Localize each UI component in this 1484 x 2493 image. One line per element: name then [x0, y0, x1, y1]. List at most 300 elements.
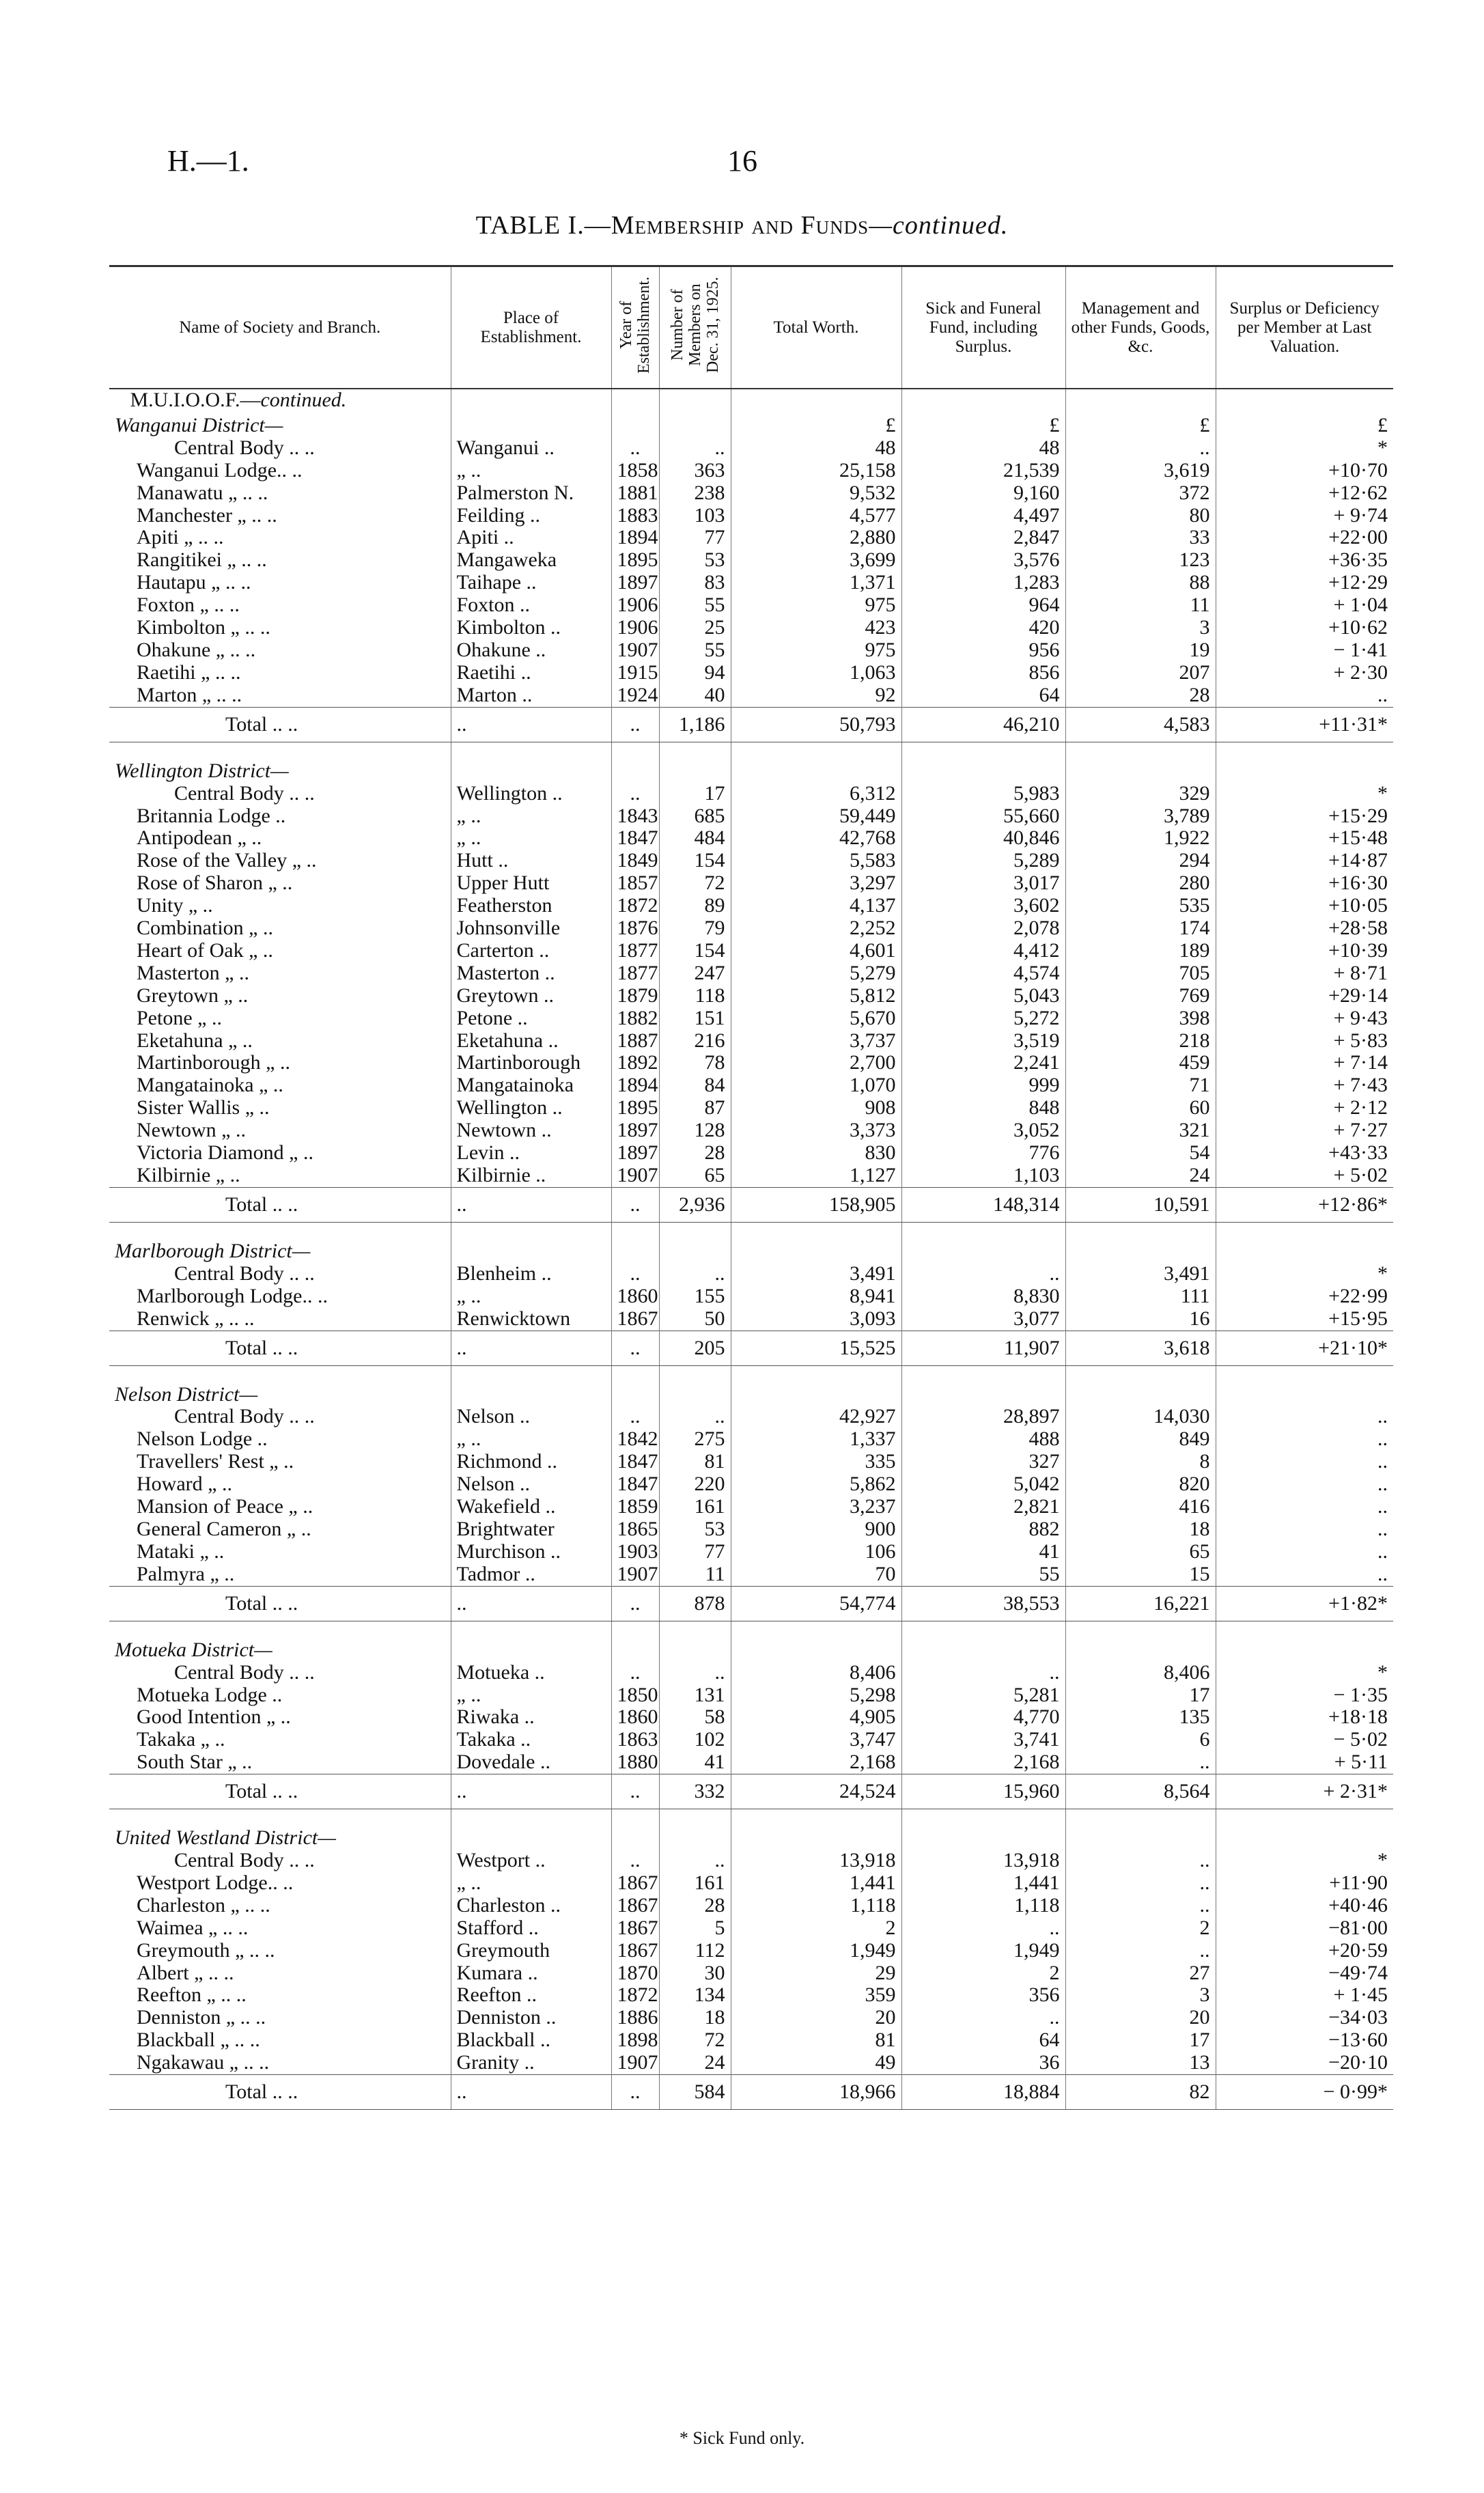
district-heading: [109, 1381, 1393, 1406]
cell-surplus: *: [1216, 437, 1393, 460]
cell-mgmt: 88: [1065, 572, 1216, 594]
cell-mgmt: ..: [1065, 1850, 1216, 1872]
col-members: Number of Members on Dec. 31, 1925.: [659, 266, 731, 389]
cell-surplus: +29·14: [1216, 985, 1393, 1007]
table-row: [109, 1872, 1393, 1895]
cell-mgmt: 80: [1065, 505, 1216, 527]
cell-year: 1907: [611, 639, 659, 662]
cell-worth: 4,601: [731, 940, 901, 962]
cell-name: Apiti „ .. ..: [137, 527, 224, 549]
cell-place: Blackball ..: [451, 2029, 611, 2052]
cell-place: Denniston ..: [451, 2007, 611, 2029]
total-year: ..: [611, 1331, 659, 1365]
cell-name: Reefton „ .. ..: [137, 1984, 247, 2007]
cell-year: 1863: [611, 1729, 659, 1751]
cell-surplus: +10·70: [1216, 460, 1393, 482]
cell-sick: 2,821: [901, 1496, 1065, 1518]
cell-mgmt: 3: [1065, 1984, 1216, 2007]
total-surplus: +12·86*: [1216, 1187, 1393, 1222]
cell-name: Central Body .. ..: [174, 1850, 315, 1872]
total-surplus: +11·31*: [1216, 707, 1393, 742]
total-place: ..: [451, 707, 611, 742]
cell-surplus: −49·74: [1216, 1962, 1393, 1985]
cell-year: 1915: [611, 662, 659, 684]
cell-surplus: ..: [1216, 1518, 1393, 1541]
cell-name: Central Body .. ..: [174, 782, 315, 805]
cell-surplus: + 7·27: [1216, 1119, 1393, 1142]
table-row: [109, 1007, 1393, 1030]
total-members: 584: [659, 2075, 731, 2110]
cell-place: Kilbirnie ..: [451, 1165, 611, 1187]
cell-year: 1907: [611, 1165, 659, 1187]
cell-place: „ ..: [451, 827, 611, 850]
cell-year: 1847: [611, 827, 659, 850]
district-name: Marlborough District—: [115, 1239, 311, 1262]
cell-year: 1894: [611, 1074, 659, 1097]
total-surplus: +1·82*: [1216, 1586, 1393, 1621]
cell-worth: 8,941: [731, 1285, 901, 1308]
district-name: Nelson District—: [115, 1382, 258, 1406]
cell-year: 1881: [611, 482, 659, 505]
cell-place: Feilding ..: [451, 505, 611, 527]
cell-surplus: +15·48: [1216, 827, 1393, 850]
cell-place: Kimbolton ..: [451, 617, 611, 639]
cell-surplus: +11·90: [1216, 1872, 1393, 1895]
cell-place: Mangatainoka: [451, 1074, 611, 1097]
cell-sick: 327: [901, 1451, 1065, 1473]
cell-place: Richmond ..: [451, 1451, 611, 1473]
cell-sick: ..: [901, 1662, 1065, 1684]
cell-sick: 1,118: [901, 1895, 1065, 1917]
district-heading: [109, 757, 1393, 783]
table-row: [109, 594, 1393, 617]
cell-surplus: + 1·45: [1216, 1984, 1393, 2007]
total-worth: 158,905: [731, 1187, 901, 1222]
cell-place: Riwaka ..: [451, 1706, 611, 1729]
cell-sick: 3,519: [901, 1030, 1065, 1053]
cell-members: 28: [659, 1895, 731, 1917]
cell-mgmt: 15: [1065, 1563, 1216, 1586]
spacer-row: [109, 1365, 1393, 1381]
cell-members: 89: [659, 895, 731, 917]
cell-mgmt: 174: [1065, 917, 1216, 940]
cell-name: Motueka Lodge ..: [137, 1684, 283, 1706]
cell-year: 1897: [611, 572, 659, 594]
total-surplus: − 0·99*: [1216, 2075, 1393, 2110]
cell-sick: 28,897: [901, 1406, 1065, 1428]
table-row: [109, 617, 1393, 639]
cell-members: 41: [659, 1751, 731, 1774]
cell-year: 1876: [611, 917, 659, 940]
unit-sick: £: [901, 412, 1065, 437]
table-row: [109, 1706, 1393, 1729]
table-row: [109, 2029, 1393, 2052]
cell-mgmt: 398: [1065, 1007, 1216, 1030]
cell-place: Hutt ..: [451, 850, 611, 872]
cell-members: 50: [659, 1308, 731, 1331]
cell-sick: 4,412: [901, 940, 1065, 962]
cell-surplus: +15·29: [1216, 805, 1393, 828]
cell-name: Central Body .. ..: [174, 1406, 315, 1428]
total-place: ..: [451, 1774, 611, 1809]
total-name: Total .. ..: [109, 1774, 451, 1809]
cell-members: 77: [659, 1541, 731, 1563]
cell-sick: 4,497: [901, 505, 1065, 527]
total-members: 2,936: [659, 1187, 731, 1222]
cell-sick: 356: [901, 1984, 1065, 2007]
cell-surplus: +16·30: [1216, 872, 1393, 895]
cell-sick: 48: [901, 437, 1065, 460]
cell-sick: 36: [901, 2052, 1065, 2074]
cell-worth: 4,577: [731, 505, 901, 527]
cell-name: Waimea „ .. ..: [137, 1917, 249, 1939]
cell-year: 1860: [611, 1706, 659, 1729]
cell-sick: 13,918: [901, 1850, 1065, 1872]
membership-funds-table: [109, 265, 1393, 2110]
cell-worth: 25,158: [731, 460, 901, 482]
spacer-row: [109, 1809, 1393, 1825]
cell-worth: 975: [731, 594, 901, 617]
table-row: [109, 827, 1393, 850]
cell-place: „ ..: [451, 1872, 611, 1895]
cell-place: Palmerston N.: [451, 482, 611, 505]
cell-name: South Star „ ..: [137, 1751, 253, 1774]
cell-name: Greytown „ ..: [137, 984, 249, 1007]
cell-sick: 5,272: [901, 1007, 1065, 1030]
cell-members: ..: [659, 1263, 731, 1285]
cell-name: Masterton „ ..: [137, 962, 249, 984]
cell-mgmt: 24: [1065, 1165, 1216, 1187]
cell-sick: 2,078: [901, 917, 1065, 940]
total-worth: 24,524: [731, 1774, 901, 1809]
cell-worth: 20: [731, 2007, 901, 2029]
cell-name: Antipodean „ ..: [137, 827, 262, 850]
cell-worth: 59,449: [731, 805, 901, 828]
cell-members: ..: [659, 1850, 731, 1872]
cell-name: Central Body .. ..: [174, 436, 315, 459]
cell-surplus: − 5·02: [1216, 1729, 1393, 1751]
cell-members: ..: [659, 1662, 731, 1684]
table-row: [109, 1142, 1393, 1165]
total-mgmt: 4,583: [1065, 707, 1216, 742]
cell-year: 1883: [611, 505, 659, 527]
spacer-row: [109, 742, 1393, 757]
cell-place: Greymouth: [451, 1940, 611, 1962]
cell-sick: 1,103: [901, 1165, 1065, 1187]
col-sick: Sick and Funeral Fund, including Surplus.: [901, 266, 1065, 389]
cell-worth: 5,279: [731, 962, 901, 985]
cell-mgmt: 71: [1065, 1074, 1216, 1097]
cell-sick: 856: [901, 662, 1065, 684]
cell-name: Raetihi „ .. ..: [137, 661, 241, 684]
spacer-row: [109, 1222, 1393, 1238]
table-row: [109, 872, 1393, 895]
total-sick: 11,907: [901, 1331, 1065, 1365]
total-sick: 18,884: [901, 2075, 1065, 2110]
cell-worth: 4,137: [731, 895, 901, 917]
cell-members: 131: [659, 1684, 731, 1707]
cell-year: 1847: [611, 1473, 659, 1496]
cell-worth: 830: [731, 1142, 901, 1165]
society-row: [109, 389, 1393, 412]
cell-sick: 882: [901, 1518, 1065, 1541]
cell-place: Granity ..: [451, 2052, 611, 2074]
total-year: ..: [611, 1774, 659, 1809]
table-row: [109, 1496, 1393, 1518]
cell-name: Howard „ ..: [137, 1473, 232, 1496]
cell-place: Nelson ..: [451, 1406, 611, 1428]
cell-members: ..: [659, 1406, 731, 1428]
cell-name: Ngakawau „ .. ..: [137, 2052, 270, 2074]
cell-place: Tadmor ..: [451, 1563, 611, 1586]
cell-worth: 4,905: [731, 1706, 901, 1729]
cell-name: Mataki „ ..: [137, 1540, 225, 1563]
cell-members: 161: [659, 1872, 731, 1895]
cell-sick: 1,949: [901, 1940, 1065, 1962]
cell-mgmt: 535: [1065, 895, 1216, 917]
cell-mgmt: 54: [1065, 1142, 1216, 1165]
district-heading: [109, 1824, 1393, 1850]
cell-name: Good Intention „ ..: [137, 1706, 291, 1729]
cell-surplus: + 7·14: [1216, 1052, 1393, 1074]
cell-members: 25: [659, 617, 731, 639]
cell-members: 103: [659, 505, 731, 527]
cell-sick: 488: [901, 1428, 1065, 1451]
cell-members: 58: [659, 1706, 731, 1729]
cell-sick: 5,043: [901, 985, 1065, 1007]
total-surplus: +21·10*: [1216, 1331, 1393, 1365]
cell-year: 1843: [611, 805, 659, 828]
cell-worth: 81: [731, 2029, 901, 2052]
cell-year: 1867: [611, 1872, 659, 1895]
cell-mgmt: 3: [1065, 617, 1216, 639]
cell-surplus: + 8·71: [1216, 962, 1393, 985]
table-row: [109, 572, 1393, 594]
cell-worth: 1,337: [731, 1428, 901, 1451]
table-row: [109, 1662, 1393, 1684]
table-row: [109, 805, 1393, 828]
cell-year: 1907: [611, 1563, 659, 1586]
cell-sick: 2,168: [901, 1751, 1065, 1774]
cell-surplus: ..: [1216, 1496, 1393, 1518]
cell-mgmt: 416: [1065, 1496, 1216, 1518]
cell-sick: 1,283: [901, 572, 1065, 594]
cell-place: Johnsonville: [451, 917, 611, 940]
cell-name: Rose of Sharon „ ..: [137, 872, 293, 895]
cell-worth: 9,532: [731, 482, 901, 505]
cell-year: 1850: [611, 1684, 659, 1707]
cell-year: 1897: [611, 1142, 659, 1165]
total-year: ..: [611, 2075, 659, 2110]
cell-year: 1880: [611, 1751, 659, 1774]
cell-sick: 41: [901, 1541, 1065, 1563]
cell-mgmt: ..: [1065, 1751, 1216, 1774]
cell-surplus: ..: [1216, 1406, 1393, 1428]
cell-surplus: + 9·74: [1216, 505, 1393, 527]
total-mgmt: 10,591: [1065, 1187, 1216, 1222]
table-row: [109, 1962, 1393, 1985]
cell-sick: 5,281: [901, 1684, 1065, 1707]
cell-name: Unity „ ..: [137, 895, 213, 917]
cell-worth: 3,373: [731, 1119, 901, 1142]
cell-place: Wakefield ..: [451, 1496, 611, 1518]
cell-sick: 4,574: [901, 962, 1065, 985]
cell-year: 1867: [611, 1940, 659, 1962]
cell-members: 40: [659, 684, 731, 707]
cell-mgmt: 11: [1065, 594, 1216, 617]
cell-surplus: +18·18: [1216, 1706, 1393, 1729]
cell-place: „ ..: [451, 460, 611, 482]
table-row: [109, 1541, 1393, 1563]
cell-year: ..: [611, 1850, 659, 1872]
cell-worth: 1,118: [731, 1895, 901, 1917]
cell-members: 220: [659, 1473, 731, 1496]
cell-year: 1867: [611, 1308, 659, 1331]
cell-surplus: +40·46: [1216, 1895, 1393, 1917]
cell-sick: 55: [901, 1563, 1065, 1586]
cell-sick: 848: [901, 1097, 1065, 1119]
cell-members: 128: [659, 1119, 731, 1142]
cell-surplus: +22·99: [1216, 1285, 1393, 1308]
cell-members: 17: [659, 783, 731, 805]
cell-mgmt: 28: [1065, 684, 1216, 707]
table-row: [109, 437, 1393, 460]
cell-surplus: +10·05: [1216, 895, 1393, 917]
cell-members: 118: [659, 985, 731, 1007]
cell-mgmt: 65: [1065, 1541, 1216, 1563]
district-name: Wanganui District—: [115, 413, 283, 436]
cell-mgmt: 20: [1065, 2007, 1216, 2029]
cell-sick: 3,017: [901, 872, 1065, 895]
table-row: [109, 1729, 1393, 1751]
cell-name: Palmyra „ ..: [137, 1563, 235, 1585]
cell-place: Takaka ..: [451, 1729, 611, 1751]
cell-members: 72: [659, 2029, 731, 2052]
total-mgmt: 3,618: [1065, 1331, 1216, 1365]
cell-members: 79: [659, 917, 731, 940]
cell-worth: 5,583: [731, 850, 901, 872]
table-row: [109, 1684, 1393, 1707]
cell-sick: 776: [901, 1142, 1065, 1165]
cell-mgmt: 321: [1065, 1119, 1216, 1142]
cell-year: 1867: [611, 1895, 659, 1917]
cell-name: Victoria Diamond „ ..: [137, 1142, 313, 1165]
cell-mgmt: 820: [1065, 1473, 1216, 1496]
cell-mgmt: 135: [1065, 1706, 1216, 1729]
cell-members: 154: [659, 940, 731, 962]
cell-worth: 1,371: [731, 572, 901, 594]
cell-name: Newtown „ ..: [137, 1119, 246, 1142]
cell-mgmt: 3,619: [1065, 460, 1216, 482]
cell-year: ..: [611, 1662, 659, 1684]
cell-mgmt: 372: [1065, 482, 1216, 505]
cell-surplus: ..: [1216, 1428, 1393, 1451]
cell-sick: 3,077: [901, 1308, 1065, 1331]
table-row: [109, 962, 1393, 985]
cell-worth: 5,812: [731, 985, 901, 1007]
cell-name: Marlborough Lodge.. ..: [137, 1285, 328, 1307]
total-name: Total .. ..: [109, 2075, 451, 2110]
cell-year: 1924: [611, 684, 659, 707]
cell-mgmt: 1,922: [1065, 827, 1216, 850]
cell-place: Murchison ..: [451, 1541, 611, 1563]
cell-name: Kimbolton „ .. ..: [137, 617, 270, 639]
total-place: ..: [451, 1331, 611, 1365]
cell-worth: 3,297: [731, 872, 901, 895]
cell-year: 1877: [611, 962, 659, 985]
cell-worth: 49: [731, 2052, 901, 2074]
cell-year: 1895: [611, 1097, 659, 1119]
table-row: [109, 850, 1393, 872]
cell-name: Rangitikei „ .. ..: [137, 549, 267, 572]
cell-worth: 48: [731, 437, 901, 460]
cell-place: Martinborough: [451, 1052, 611, 1074]
cell-year: 1867: [611, 1917, 659, 1940]
cell-worth: 2,880: [731, 527, 901, 549]
total-worth: 18,966: [731, 2075, 901, 2110]
cell-worth: 2: [731, 1917, 901, 1940]
cell-name: Central Body .. ..: [174, 1262, 315, 1285]
cell-worth: 1,063: [731, 662, 901, 684]
total-row: [109, 1586, 1393, 1621]
cell-year: 1842: [611, 1428, 659, 1451]
cell-year: 1879: [611, 985, 659, 1007]
cell-place: Charleston ..: [451, 1895, 611, 1917]
cell-members: 216: [659, 1030, 731, 1053]
cell-mgmt: 13: [1065, 2052, 1216, 2074]
cell-name: Britannia Lodge ..: [137, 805, 286, 827]
cell-worth: 1,949: [731, 1940, 901, 1962]
unit-mgmt: £: [1065, 412, 1216, 437]
cell-surplus: − 1·35: [1216, 1684, 1393, 1707]
cell-worth: 8,406: [731, 1662, 901, 1684]
district-heading: [109, 412, 1393, 437]
table-row: [109, 917, 1393, 940]
cell-place: „ ..: [451, 805, 611, 828]
cell-name: Greymouth „ .. ..: [137, 1939, 275, 1962]
cell-surplus: +15·95: [1216, 1308, 1393, 1331]
cell-members: 65: [659, 1165, 731, 1187]
cell-year: 1898: [611, 2029, 659, 2052]
table-row: [109, 2007, 1393, 2029]
total-members: 878: [659, 1586, 731, 1621]
cell-place: Mangaweka: [451, 549, 611, 572]
cell-year: 1895: [611, 549, 659, 572]
cell-surplus: *: [1216, 783, 1393, 805]
cell-sick: 999: [901, 1074, 1065, 1097]
cell-members: 24: [659, 2052, 731, 2074]
cell-year: 1894: [611, 527, 659, 549]
table-row: [109, 783, 1393, 805]
cell-worth: 42,768: [731, 827, 901, 850]
cell-surplus: ..: [1216, 1473, 1393, 1496]
cell-members: 275: [659, 1428, 731, 1451]
table-row: [109, 1285, 1393, 1308]
cell-year: ..: [611, 783, 659, 805]
total-name: Total .. ..: [109, 1187, 451, 1222]
cell-sick: 9,160: [901, 482, 1065, 505]
cell-sick: 956: [901, 639, 1065, 662]
total-sick: 148,314: [901, 1187, 1065, 1222]
table-row: [109, 1030, 1393, 1053]
cell-mgmt: 8: [1065, 1451, 1216, 1473]
col-name: Name of Society and Branch.: [109, 266, 451, 389]
cell-mgmt: 14,030: [1065, 1406, 1216, 1428]
cell-mgmt: 189: [1065, 940, 1216, 962]
cell-worth: 1,441: [731, 1872, 901, 1895]
cell-name: Wanganui Lodge.. ..: [137, 459, 303, 482]
table-row: [109, 527, 1393, 549]
